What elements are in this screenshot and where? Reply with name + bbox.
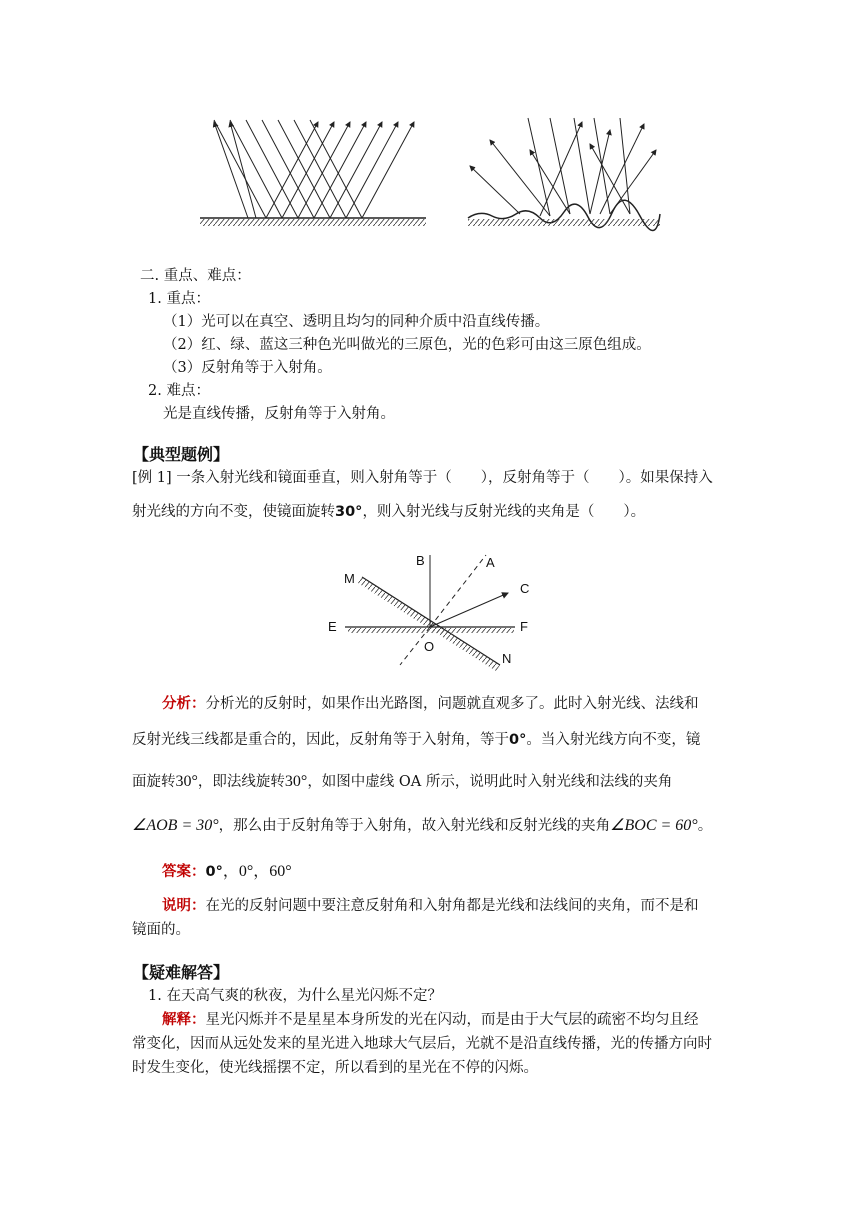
angle-aob: ∠AOB = 30° [132, 817, 219, 834]
answer-first: 0° [205, 864, 223, 880]
label-C: C [520, 581, 530, 596]
key-point-3: （3）反射角等于入射角。 [163, 360, 332, 376]
label-A: A [486, 555, 495, 570]
analysis-line2 [132, 730, 700, 750]
analysis-label: 分析： [162, 695, 206, 712]
label-E: E [328, 619, 337, 634]
faq-heading: 【疑难解答】 [133, 963, 230, 982]
difficult-point-1: 光是直线传播，反射角等于入射角。 [163, 406, 395, 422]
analysis-text-4c: 。 [697, 818, 713, 834]
analysis-text-2a: 反射光线三线都是重合的，因此，反射角等于入射角，等于 [132, 732, 509, 748]
example-1-question-line2 [132, 502, 645, 522]
rotation-angle: 30° [335, 504, 363, 520]
reflection-figures [190, 110, 670, 240]
key-point-2: （2）红、绿、蓝这三种色光叫做光的三原色，光的色彩可由这三原色组成。 [163, 337, 651, 353]
label-M: M [344, 571, 355, 586]
question-text-b: ，则入射光线与反射光线的夹角是（ ）。 [362, 504, 646, 520]
analysis-line4 [132, 816, 712, 836]
key-points-subheading: 1. 重点： [148, 291, 210, 307]
analysis-text-3b: ，即法线旋转 [197, 774, 285, 790]
label-F: F [520, 619, 528, 634]
faq-explain-line1 [162, 1010, 699, 1030]
note-label: 说明： [162, 897, 206, 914]
example-1-question-line1: [例 1] 一条入射光线和镜面垂直，则入射角等于（ ），反射角等于（ ）。如果保持入 [132, 470, 713, 486]
note-line2: 镜面的。 [132, 922, 190, 938]
specular-reflection-figure [200, 120, 426, 226]
label-N: N [502, 651, 512, 666]
answer-line [162, 862, 292, 882]
label-B: B [416, 553, 425, 568]
mirror-rotation-diagram [320, 545, 540, 675]
thirty-degrees-b: 30° [284, 773, 308, 790]
thirty-degrees-a: 30° [175, 773, 198, 790]
analysis-text-2b: 。当入射光线方向不变，镜 [526, 732, 701, 748]
faq-question-1: 1. 在天高气爽的秋夜，为什么星光闪烁不定？ [148, 988, 442, 1004]
analysis-line3 [132, 772, 672, 792]
zero-angle: 0° [509, 732, 527, 748]
analysis-line1 [162, 694, 699, 714]
label-O: O [424, 639, 435, 654]
analysis-text-3a: 面旋转 [132, 774, 176, 790]
question-text-a: 射光线的方向不变，使镜面旋转 [132, 504, 335, 520]
examples-heading: 【典型题例】 [133, 445, 230, 464]
diffuse-reflection-figure [468, 118, 660, 231]
answer-label: 答案： [162, 863, 206, 880]
difficult-points-subheading: 2. 难点： [148, 383, 210, 399]
analysis-text-3c: ，如图中虚线 OA 所示，说明此时入射光线和法线的夹角 [307, 774, 673, 790]
faq-explain-line3: 时发生变化，使光线摇摆不定，所以看到的星光在不停的闪烁。 [132, 1060, 538, 1076]
explain-label: 解释： [162, 1011, 206, 1028]
answer-rest: ，0°，60° [222, 863, 292, 880]
note-text-1: 在光的反射问题中要注意反射角和入射角都是光线和法线间的夹角，而不是和 [205, 898, 699, 914]
analysis-text-4b: ，那么由于反射角等于入射角，故入射光线和反射光线的夹角 [218, 818, 611, 834]
angle-boc: ∠BOC = 60° [610, 817, 698, 834]
section2-heading: 二. 重点、难点： [140, 268, 251, 284]
key-point-1: （1）光可以在真空、透明且均匀的同种介质中沿直线传播。 [163, 314, 550, 330]
explain-text-1: 星光闪烁并不是星星本身所发的光在闪动，而是由于大气层的疏密不均匀且经 [205, 1012, 699, 1028]
analysis-text-1: 分析光的反射时，如果作出光路图，问题就直观多了。此时入射光线、法线和 [205, 696, 699, 712]
note-line1 [162, 896, 699, 916]
faq-explain-line2: 常变化，因而从远处发来的星光进入地球大气层后，光就不是沿直线传播，光的传播方向时 [132, 1036, 712, 1052]
